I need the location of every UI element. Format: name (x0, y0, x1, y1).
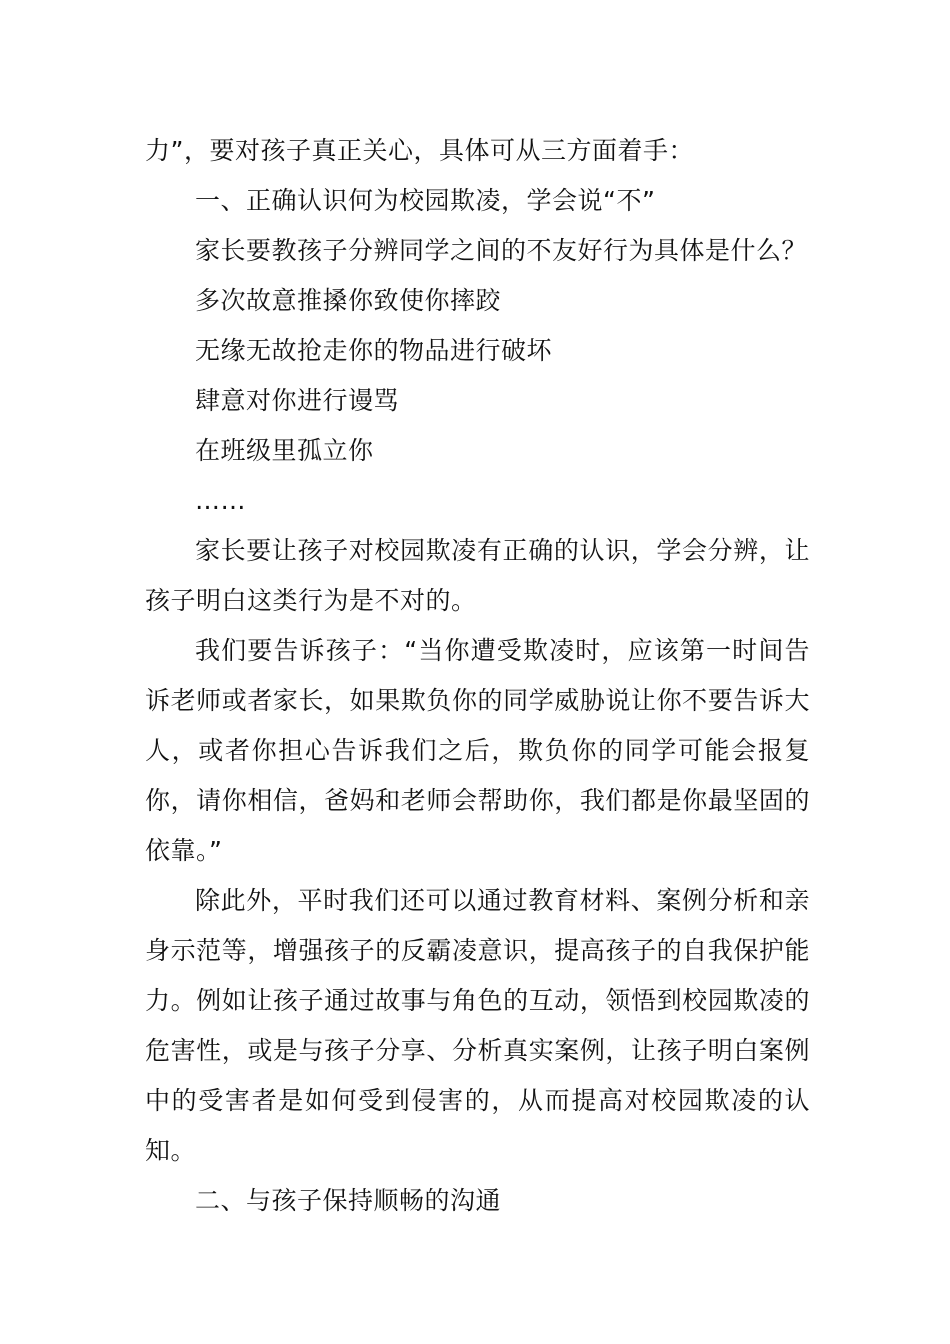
example-item: 在班级里孤立你 (195, 436, 374, 465)
continuation-line: 力”，要对孩子真正关心，具体可从三方面着手： (145, 136, 694, 165)
paragraph-recognize: 家长要让孩子对校园欺凌有正确的认识，学会分辨，让孩子明白这类行为是不对的。 (145, 536, 810, 615)
document-body (145, 126, 810, 1226)
example-item: 肆意对你进行谩骂 (195, 386, 400, 415)
question-line: 家长要教孩子分辨同学之间的不友好行为具体是什么？ (195, 236, 808, 265)
example-item: 无缘无故抢走你的物品进行破坏 (195, 336, 553, 365)
paragraph-besides: 除此外，平时我们还可以通过教育材料、案例分析和亲身示范等，增强孩子的反霸凌意识，提高孩子的自我保护能力。例如让孩子通过故事与角色的互动，领悟到校园欺凌的危害性，或是与孩子分享、分析真实案例，让孩子明白案例中的受害者是如何受到侵害的，从而提高对校园欺凌的认知。 (145, 886, 810, 1165)
section-one-heading: 一、正确认识何为校园欺凌，学会说“不” (195, 186, 656, 215)
paragraph-tell-child: 我们要告诉孩子：“当你遭受欺凌时，应该第一时间告诉老师或者家长，如果欺负你的同学威胁说让你不要告诉大人，或者你担心告诉我们之后，欺负你的同学可能会报复你，请你相信，爸妈和老师会帮助你，我们都是你最坚固的依靠。” (145, 636, 810, 865)
example-item: 多次故意推搡你致使你摔跤 (195, 286, 502, 315)
section-two-heading: 二、与孩子保持顺畅的沟通 (195, 1186, 502, 1215)
example-ellipsis: …… (195, 486, 246, 515)
